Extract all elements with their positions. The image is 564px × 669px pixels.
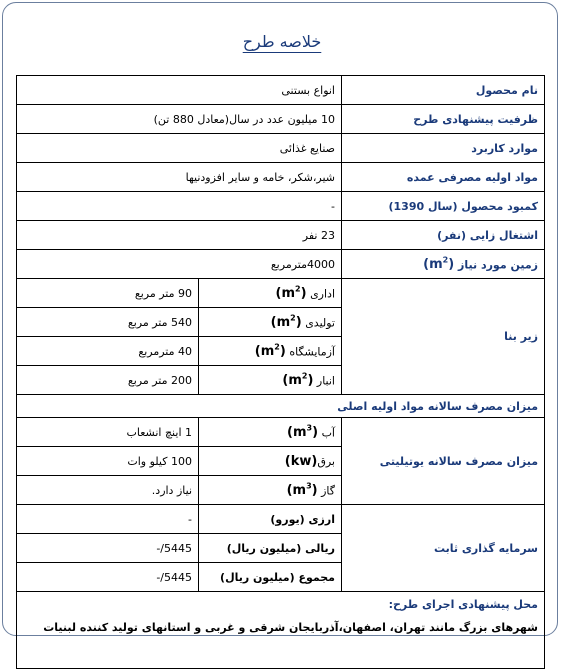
raw-consumption-label: میزان مصرف سالانه مواد اولیه اصلی bbox=[17, 395, 545, 418]
table-row bbox=[17, 279, 545, 308]
table-row bbox=[17, 192, 545, 221]
row-label: کمبود محصول (سال 1390) bbox=[342, 192, 545, 221]
row-value: 540 متر مربع bbox=[17, 308, 199, 337]
row-value: 5445/- bbox=[17, 534, 199, 563]
sub-label: مجموع (میلیون ریال) bbox=[199, 563, 342, 592]
row-value: 1 اینچ انشعاب bbox=[17, 418, 199, 447]
table-row bbox=[17, 250, 545, 279]
row-value: صنایع غذائی bbox=[17, 134, 342, 163]
table-row bbox=[17, 418, 545, 447]
sub-label: ارزی (یورو) bbox=[199, 505, 342, 534]
row-value: 23 نفر bbox=[17, 221, 342, 250]
table-row bbox=[17, 134, 545, 163]
sub-label: آزمایشگاه $(m^2)$ bbox=[199, 337, 342, 366]
row-value: 5445/- bbox=[17, 563, 199, 592]
sub-label: آب $(m^3)$ bbox=[199, 418, 342, 447]
row-value: 100 کیلو وات bbox=[17, 447, 199, 476]
row-value: 10 میلیون عدد در سال(معادل 880 تن) bbox=[17, 105, 342, 134]
row-value: 90 متر مربع bbox=[17, 279, 199, 308]
investment-label: سرمایه گذاری ثابت bbox=[342, 505, 545, 592]
sub-label: گاز $(m^3)$ bbox=[199, 476, 342, 505]
sub-label: انبار $(m^2)$ bbox=[199, 366, 342, 395]
sub-label: تولیدی $(m^2)$ bbox=[199, 308, 342, 337]
sub-label: ریالی (میلیون ریال) bbox=[199, 534, 342, 563]
table-row bbox=[17, 163, 545, 192]
sub-label: اداری $(m^2)$ bbox=[199, 279, 342, 308]
page-title: خلاصه طرح bbox=[242, 32, 322, 51]
row-value: 200 متر مربع bbox=[17, 366, 199, 395]
table-row bbox=[17, 221, 545, 250]
building-label: زیر بنا bbox=[342, 279, 545, 395]
table-row bbox=[17, 395, 545, 418]
location-value: شهرهای بزرگ مانند تهران، اصفهان،آذربایجان شرقی و غربی و استانهای تولید کننده لبنیات bbox=[43, 621, 538, 634]
row-value: 4000مترمربع bbox=[17, 250, 342, 279]
sub-label: برق(kw) bbox=[199, 447, 342, 476]
row-value: - bbox=[17, 505, 199, 534]
row-label: ظرفیت پیشنهادی طرح bbox=[342, 105, 545, 134]
table-row bbox=[17, 592, 545, 669]
row-label: مواد اولیه مصرفی عمده bbox=[342, 163, 545, 192]
row-value: انواع بستنی bbox=[17, 76, 342, 105]
row-value: - bbox=[17, 192, 342, 221]
row-value: 40 مترمربع bbox=[17, 337, 199, 366]
row-label: اشتغال زایی (نفر) bbox=[342, 221, 545, 250]
utilities-label: میزان مصرف سالانه یوتیلیتی bbox=[342, 418, 545, 505]
table-row bbox=[17, 105, 545, 134]
table-row bbox=[17, 76, 545, 105]
table-row bbox=[17, 505, 545, 534]
row-value: شیر،شکر، خامه و سایر افزودنیها bbox=[17, 163, 342, 192]
location-label: محل پیشنهادی اجرای طرح: bbox=[388, 598, 538, 611]
location-cell bbox=[17, 592, 545, 669]
row-label: موارد کاربرد bbox=[342, 134, 545, 163]
unit-label: $(m^2)$ bbox=[423, 255, 455, 273]
land-label: زمین مورد نیاز bbox=[458, 258, 538, 272]
row-label bbox=[342, 250, 545, 279]
row-value: نیاز دارد. bbox=[17, 476, 199, 505]
summary-table bbox=[16, 75, 545, 669]
row-label: نام محصول bbox=[342, 76, 545, 105]
